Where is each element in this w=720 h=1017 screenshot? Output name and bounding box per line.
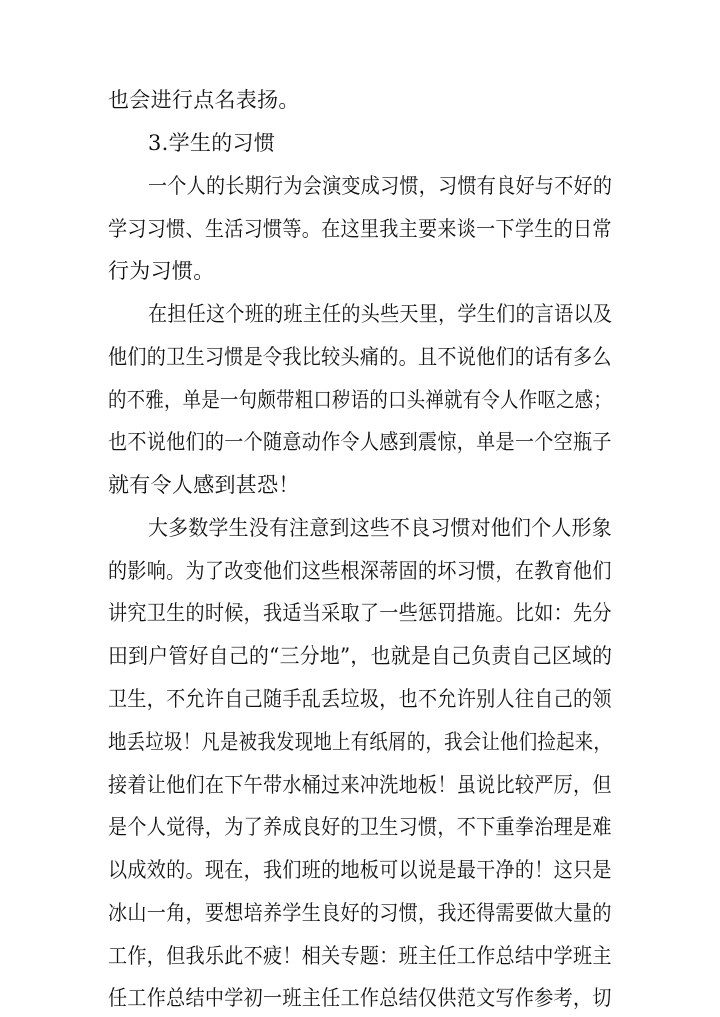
text-line: 的影响。为了改变他们这些根深蒂固的坏习惯，在教育他们	[108, 559, 612, 583]
text-line: 的不雅，单是一句颇带粗口秽语的口头禅就有令人作呕之感；	[108, 388, 613, 412]
text-line: 大多数学生没有注意到这些不良习惯对他们个人形象	[148, 516, 612, 540]
text-line: 讲究卫生的时候，我适当采取了一些惩罚措施。比如：先分	[108, 601, 612, 625]
text-line: 在担任这个班的班主任的头些天里，学生们的言语以及	[148, 302, 613, 326]
text-line: 任工作总结中学初一班主任工作总结仅供范文写作参考，切	[108, 986, 612, 1010]
text-line: 地丢垃圾！凡是被我发现地上有纸屑的，我会让他们捡起来，	[108, 730, 613, 754]
text-line: 以成效的。现在，我们班的地板可以说是最干净的！这只是	[108, 858, 612, 882]
text-line: 卫生，不允许自己随手乱丢垃圾，也不允许别人往自己的领	[108, 687, 612, 711]
text-line: 冰山一角，要想培养学生良好的习惯，我还得需要做大量的	[108, 901, 612, 925]
text-line: 行为习惯。	[108, 259, 215, 283]
text-line: 也不说他们的一个随意动作令人感到震惊，单是一个空瓶子	[108, 430, 612, 454]
section-heading: 3.学生的习惯	[148, 131, 276, 155]
text-line: 也会进行点名表扬。	[108, 88, 300, 112]
text-line: 他们的卫生习惯是令我比较头痛的。且不说他们的话有多么	[108, 345, 612, 369]
text-line: 一个人的长期行为会演变成习惯，习惯有良好与不好的	[148, 174, 613, 198]
text-line: 接着让他们在下午带水桶过来冲洗地板！虽说比较严厉，但	[108, 773, 612, 797]
text-line: 是个人觉得，为了养成良好的卫生习惯，不下重拳治理是难	[108, 815, 612, 839]
text-line: 工作，但我乐此不疲！相关专题：班主任工作总结中学班主	[108, 944, 612, 968]
text-line: 田到户管好自己的“三分地”，也就是自己负责自己区域的	[108, 644, 613, 668]
text-line: 学习习惯、生活习惯等。在这里我主要来谈一下学生的日常	[108, 217, 612, 241]
text-line: 就有令人感到甚恐！	[108, 473, 300, 497]
